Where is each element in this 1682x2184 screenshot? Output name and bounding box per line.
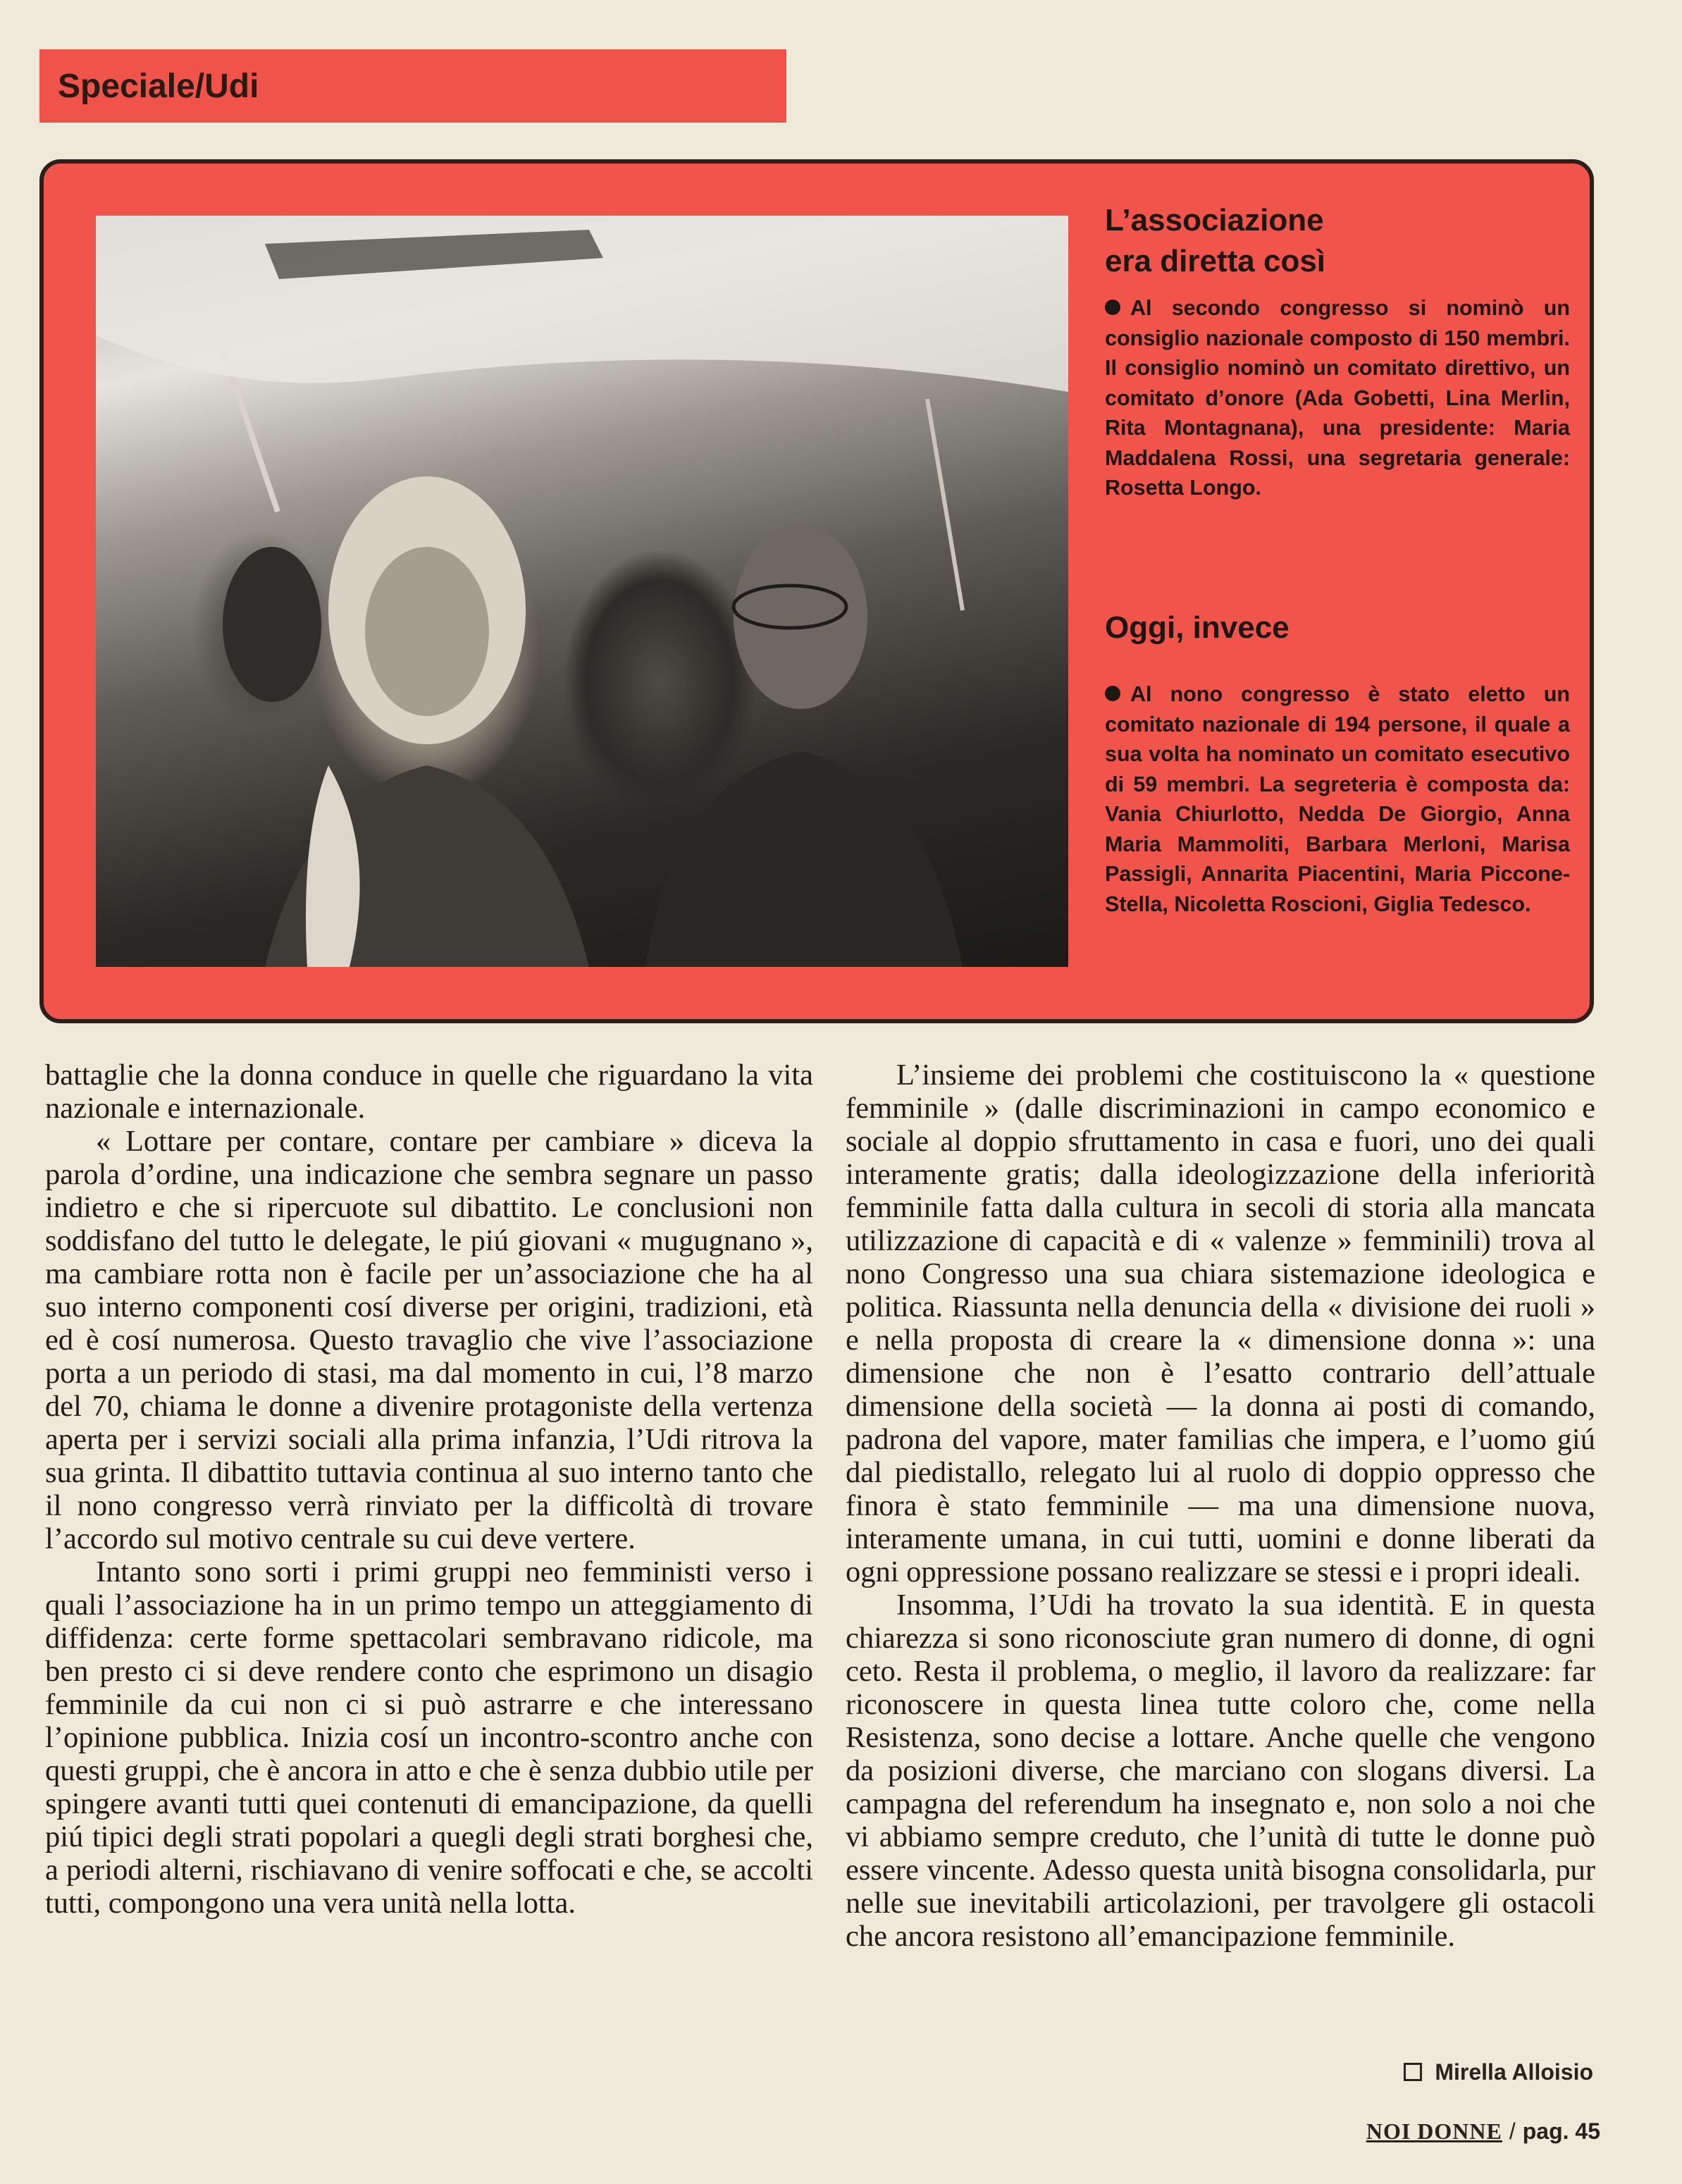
end-square-icon [1404,2063,1422,2081]
photo-women-at-demonstration-icon [96,216,1068,967]
bullet-icon [1105,300,1120,315]
box-title-today-text: Oggi, invece [1105,610,1290,645]
box-text-today [1105,679,1570,919]
box-text-past-content: Al secondo congresso si nominò un consiglio nazionale composto di 150 membri. Il consiglio nominò un comitato direttivo, un comitato d’onore (Ada Gobetti, Lina Merlin, Rita Montagnana), una presidente: Maria Maddalena Rossi, una segretaria generale: Rosetta Longo. [1105,296,1570,500]
article-right-column [846,1059,1595,1953]
article-left-column [45,1059,813,1920]
author-name: Mirella Alloisio [1435,2059,1593,2085]
box-title-past-line1: L’associazione [1105,203,1324,237]
paragraph: « Lottare per contare, contare per cambiare » diceva la parola d’ordine, una indicazione che sembra segnare un passo indietro e che si ripercuote sul dibattito. Le conclusioni non soddisfano del tutto le delegate, le piú giovani « mugugnano », ma cambiare rotta non è facile per un’associazione che ha al suo interno componenti cosí diverse per origini, tradizioni, età ed è cosí numerosa. Questo travaglio che vive l’associazione porta a un periodo di stasi, ma dal momento in cui, l’8 marzo del 70, chiama le donne a divenire protagoniste della vertenza aperta per i servizi sociali alla prima infanzia, l’Udi ritrova la sua grinta. Il dibattito tuttavia continua al suo interno tanto che il nono congresso verrà rinviato per la difficoltà di trovare l’accordo sul motivo centrale su cui deve vertere. [45,1125,813,1555]
section-header [39,49,786,123]
magazine-name: NOI DONNE [1366,2118,1502,2144]
info-panel [39,159,1594,1023]
paragraph: L’insieme dei problemi che costituiscono la « questione femminile » (dalle discriminazioni in campo economico e sociale al doppio sfruttamento in casa e fuori, uno dei quali interamente gratis; dalla ideologizzazione della inferiorità femminile fatta dalla cultura in secoli di storia alla mancata utilizzazione di capacità e di « valenze » femminili) trova al nono Congresso una sua chiara sistemazione ideologica e politica. Riassunta nella denuncia della « divisione dei ruoli » e nella proposta di creare la « dimensione donna »: una dimensione che non è l’esatto contrario dell’attuale dimensione della società — la donna ai posti di comando, padrona del vapore, mater familias che impera, e l’uomo giú dal piedistallo, relegato lui al ruolo di doppio oppresso che finora è stato femminile — ma una dimensione nuova, interamente umana, in cui tutti, uomini e donne liberati da ogni oppressione possano realizzare se stessi e i propri ideali. [846,1059,1595,1588]
page-footer [1366,2118,1600,2145]
box-title-past [1105,200,1325,282]
box-title-today [1105,607,1290,648]
paragraph: Insomma, l’Udi ha trovato la sua identità. E in questa chiarezza si sono riconosciute gran numero di donne, di ogni ceto. Resta il problema, o meglio, il lavoro da realizzare: far riconoscere in questa linea tutte coloro che, come nella Resistenza, sono decise a lottare. Anche quelle che vengono da posizioni diverse, che marciano con slogans diversi. La campagna del referendum ha insegnato e, non solo a noi che vi abbiamo sempre creduto, che l’unità di tutte le donne può essere vincente. Adesso questa unità bisogna consolidarla, pur nelle sue inevitabili articolazioni, per travolgere gli ostacoli che ancora resistono all’emancipazione femminile. [846,1588,1595,1953]
paragraph: Intanto sono sorti i primi gruppi neo femministi verso i quali l’associazione ha in un primo tempo un atteggiamento di diffidenza: certe forme spettacolari sembravano ridicole, ma ben presto ci si deve rendere conto che esprimono un disagio femminile da cui non ci si può astrarre e che interessano l’opinione pubblica. Inizia cosí un incontro-scontro anche con questi gruppi, che è ancora in atto e che è senza dubbio utile per spingere avanti tutti quei contenuti di emancipazione, da quelli piú tipici degli strati popolari a quegli degli strati borghesi che, a periodi alterni, rischiavano di venire soffocati e che, se accolti tutti, compongono una vera unità nella lotta. [45,1555,813,1920]
box-text-today-content: Al nono congresso è stato eletto un comitato nazionale di 194 persone, il quale a sua volta ha nominato un comitato esecutivo di 59 membri. La segreteria è composta da: Vania Chiurlotto, Nedda De Giorgio, Anna Maria Mammoliti, Barbara Merloni, Marisa Passigli, Annarita Piacentini, Maria Piccone-Stella, Nicoletta Roscioni, Giglia Tedesco. [1105,682,1570,916]
footer-separator: / [1509,2118,1516,2144]
bullet-icon [1105,686,1120,701]
section-title: Speciale/Udi [58,67,259,105]
author-credit [1404,2059,1593,2085]
box-text-past [1105,293,1570,503]
box-title-past-line2: era diretta così [1105,244,1326,278]
page-number: pag. 45 [1522,2118,1600,2144]
paragraph: battaglie che la donna conduce in quelle che riguardano la vita nazionale e internazionale. [45,1059,813,1125]
